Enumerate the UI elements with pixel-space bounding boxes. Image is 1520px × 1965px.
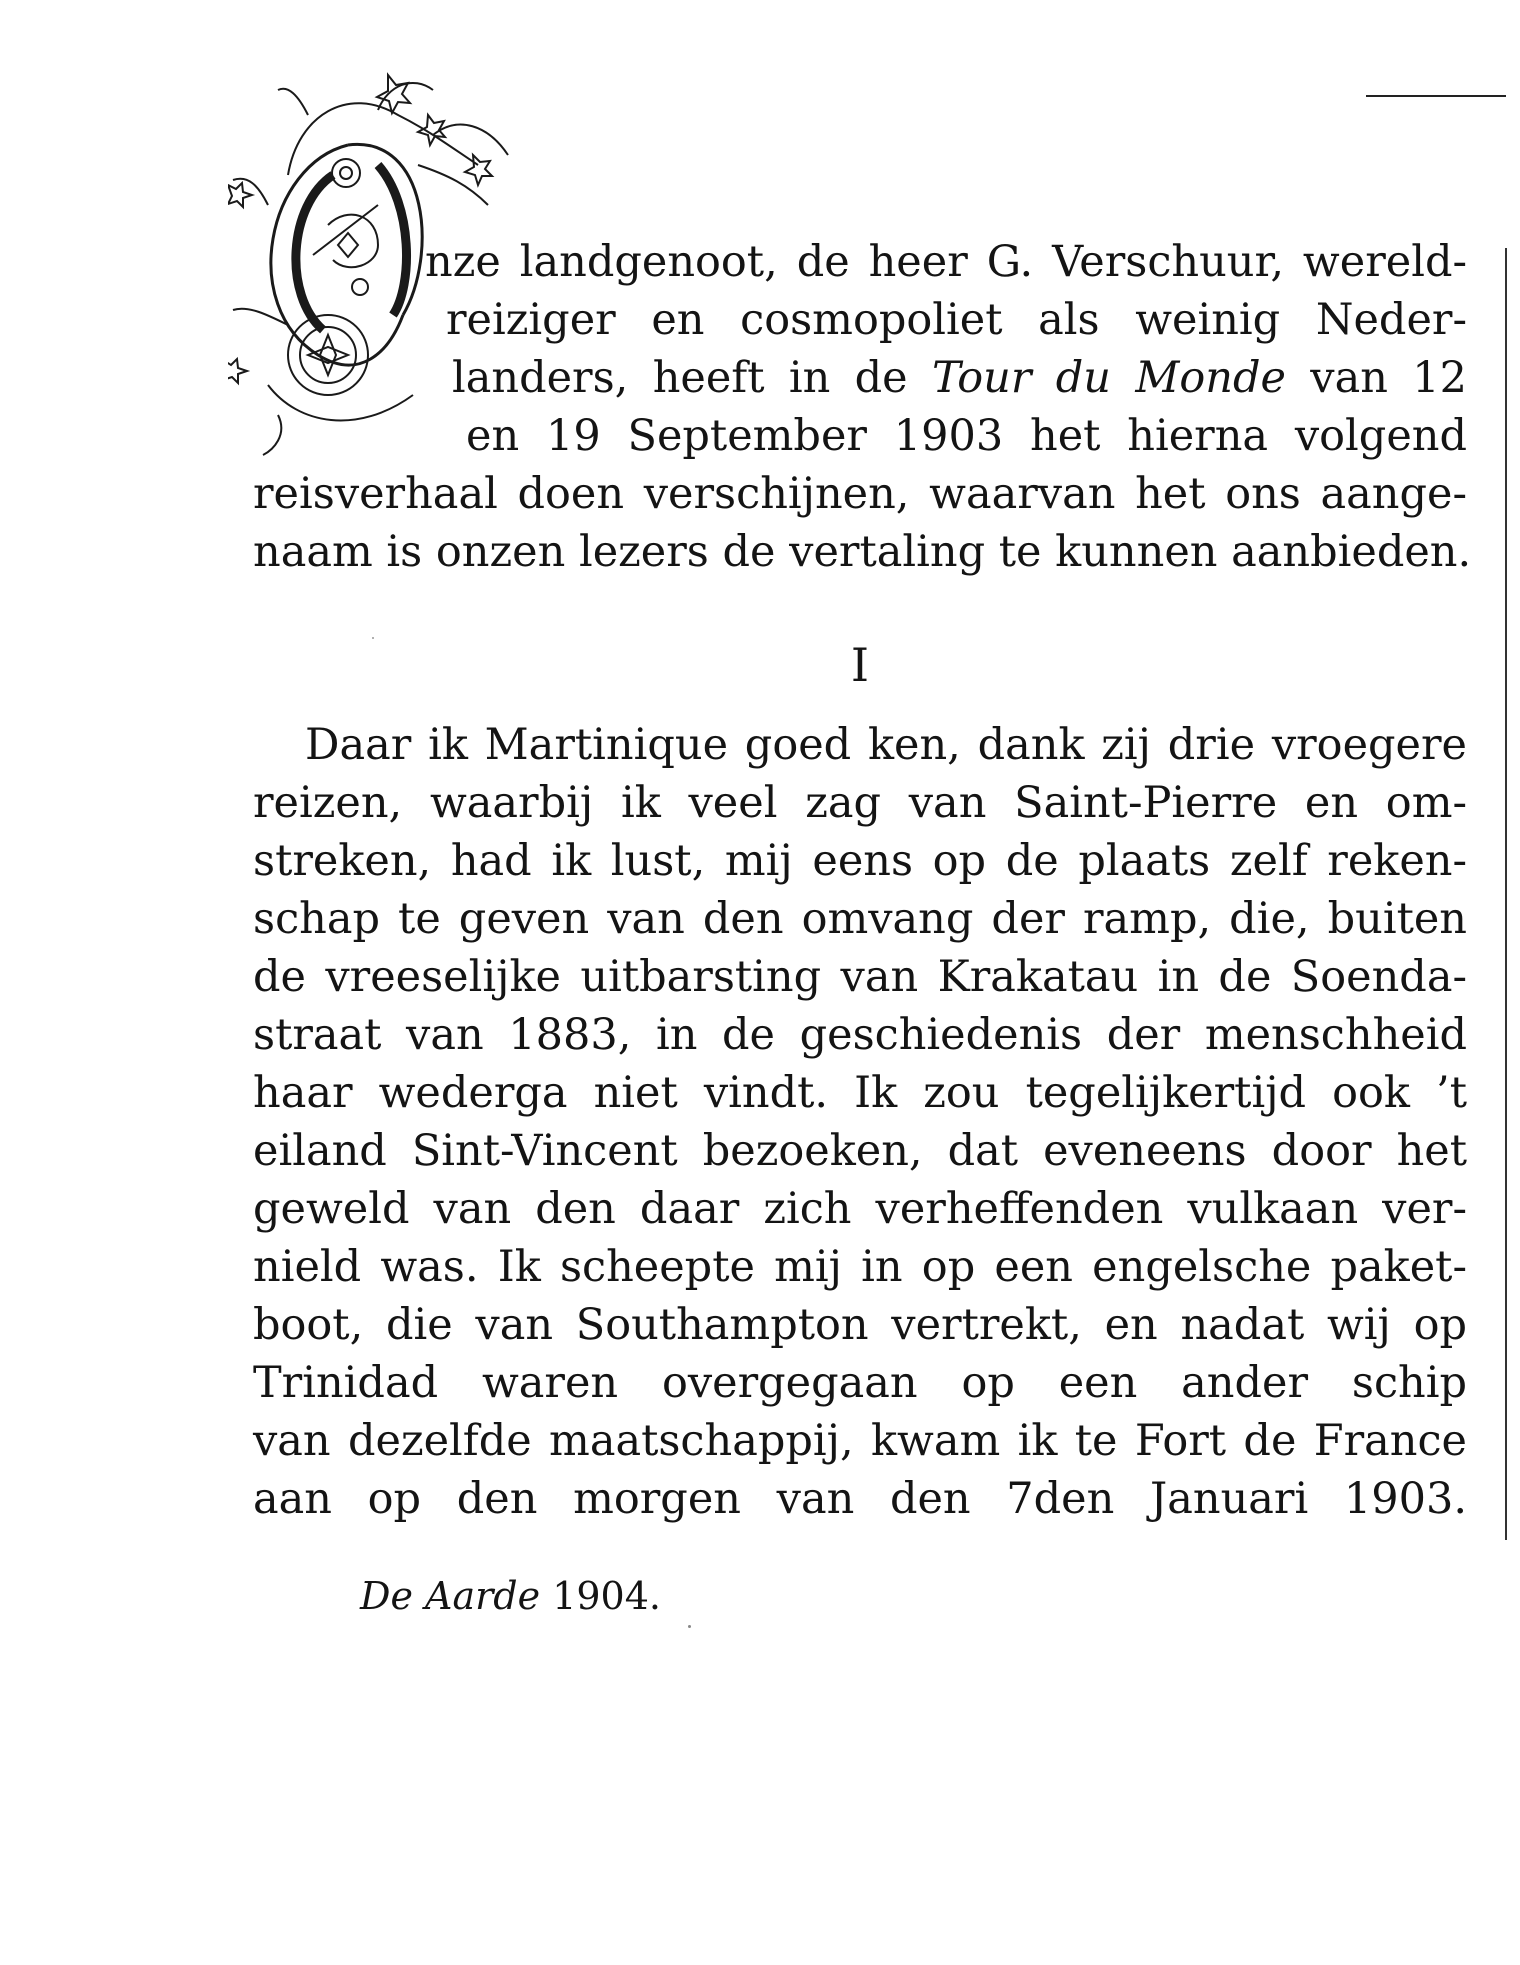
paragraph-2-line: schap te geven van den omvang der ramp, die, buiten xyxy=(253,894,1467,944)
speck xyxy=(688,1625,691,1628)
source-year: 1904. xyxy=(540,1574,661,1618)
paragraph-2-line: haar wederga niet vindt. Ik zou tegelijkertijd ook ’t xyxy=(253,1068,1467,1118)
paragraph-2-line: straat van 1883, in de geschiedenis der menschheid xyxy=(253,1010,1467,1060)
paragraph-1-line: reiziger en cosmopoliet als weinig Neder- xyxy=(446,295,1467,345)
paragraph-2-line: geweld van den daar zich verheffenden vulkaan ver- xyxy=(253,1184,1467,1234)
paragraph-2-line: Trinidad waren overgegaan op een ander schip xyxy=(253,1358,1467,1408)
paragraph-2-line: de vreeselijke uitbarsting van Krakatau in de Soenda- xyxy=(253,952,1467,1002)
speck xyxy=(372,637,374,639)
paragraph-1-line: en 19 September 1903 het hierna volgend xyxy=(466,411,1467,461)
paragraph-1-line: naam is onzen lezers de vertaling te kunnen aanbieden. xyxy=(253,527,1472,577)
paragraph-1-line: nze landgenoot, de heer G. Verschuur, wereld- xyxy=(425,237,1467,287)
paragraph-1-line: landers, heeft in de Tour du Monde van 12 xyxy=(452,353,1467,403)
paragraph-2-line: van dezelfde maatschappij, kwam ik te Fort de France xyxy=(253,1416,1467,1466)
chapter-heading: I xyxy=(850,638,870,692)
paragraph-2-line: aan op den morgen van den 7den Januari 1903. xyxy=(253,1474,1467,1524)
source-citation xyxy=(360,1568,661,1624)
paragraph-2-line: eiland Sint-Vincent bezoeken, dat eveneens door het xyxy=(253,1126,1467,1176)
paragraph-2-line: reizen, waarbij ik veel zag van Saint-Pierre en om- xyxy=(253,778,1467,828)
side-rule xyxy=(1505,248,1507,1540)
paragraph-2-line: streken, had ik lust, mij eens op de plaats zelf reken- xyxy=(253,836,1467,886)
paragraph-2-line: nield was. Ik scheepte mij in op een engelsche paket- xyxy=(253,1242,1467,1292)
source-title: De Aarde xyxy=(360,1574,541,1618)
paragraph-2-line: Daar ik Martinique goed ken, dank zij drie vroegere xyxy=(305,720,1467,770)
paragraph-2-line: boot, die van Southampton vertrekt, en nadat wij op xyxy=(253,1300,1467,1350)
publication-title: Tour du Monde xyxy=(931,353,1286,403)
top-rule xyxy=(1366,95,1506,97)
paragraph-1-line: reisverhaal doen verschijnen, waarvan het ons aange- xyxy=(253,469,1467,519)
